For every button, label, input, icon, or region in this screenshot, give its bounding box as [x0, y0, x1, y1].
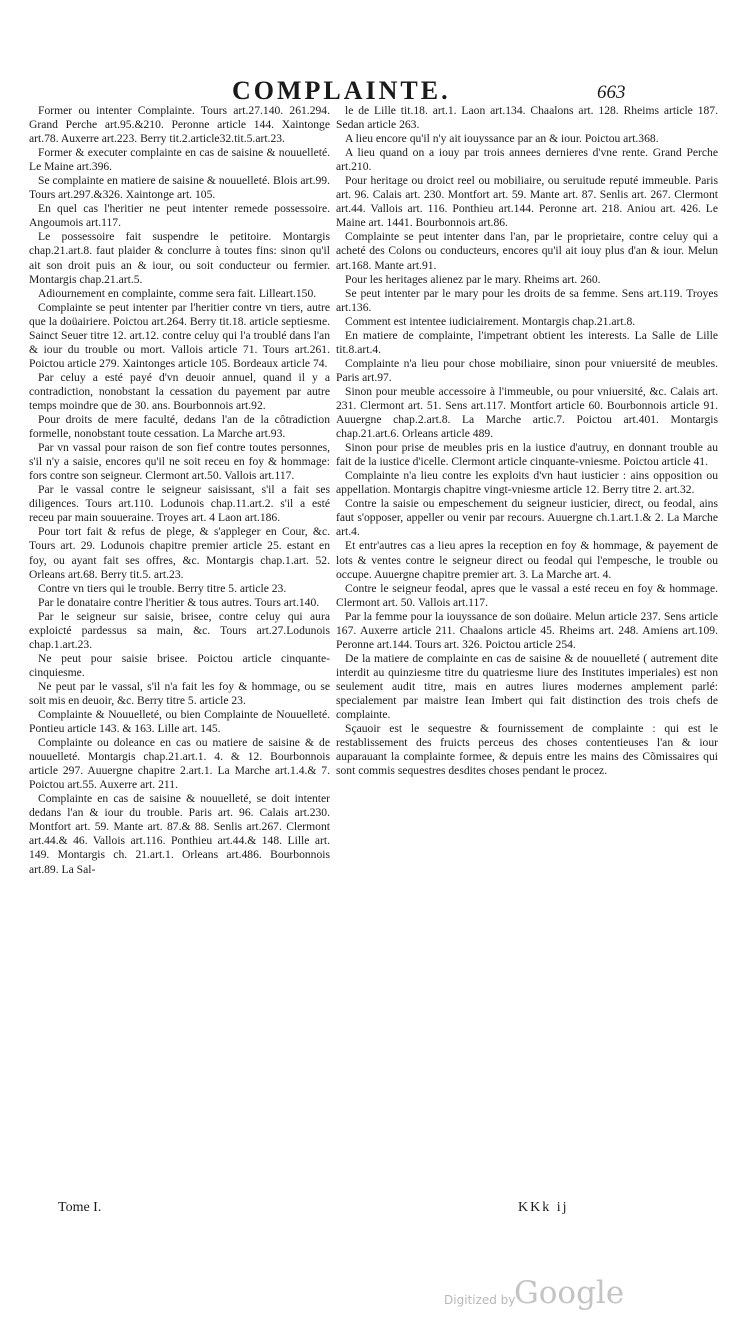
paragraph: Complainte ou doleance en cas ou matiere de saisine & de nouuelleté. Montargis chap.21.art.1. 4. & 12. Bourbonnois article 297. Auuergne chapitre 2.art.1. La Marche art.1.4.& 7. Poictou art.55. Auxerre art. 211. [29, 736, 330, 792]
paragraph: Par le seigneur sur saisie, brisee, contre celuy qui aura exploicté pardessus sa main, &c. Tours art.27.Lodunois chap.1.art.23. [29, 609, 330, 651]
paragraph: Par la femme pour la iouyssance de son doüaire. Melun article 237. Sens article 167. Auxerre article 211. Chaalons article 45. Rheims art. 248. Amiens art.109. Peronne art.144. Tours art. 326. Poictou article 254. [336, 609, 718, 651]
paragraph: Le possessoire fait suspendre le petitoire. Montargis chap.21.art.8. faut plaider & conclurre à toutes fins: sinon qu'il ait son droit puis an & iour, ou soit conducteur ou fermier. Montargis chap.21.art.5. [29, 230, 330, 286]
google-logo: Google [514, 1275, 625, 1311]
signature-mark: KKk ij [518, 1200, 569, 1215]
paragraph: Ne peut par le vassal, s'il n'a fait les foy & hommage, ou se soit mis en deuoir, &c. Berry titre 5. article 23. [29, 679, 330, 707]
paragraph: Complainte se peut intenter par l'heritier contre vn tiers, autre que la doüairiere. Poictou art.264. Berry tit.18. article septiesme. Sainct Seuer titre 12. art.12. contre celuy qui l'a troublé dans l'an & iour du trouble ou mort. Vallois article 71. Tours art.261. Poictou article 279. Xaintonges article 105. Bordeaux article 74. [29, 300, 330, 370]
paragraph: Sinon pour meuble accessoire à l'immeuble, ou pour vniuersité, &c. Calais art. 231. Clermont art. 51. Sens art.117. Montfort article 60. Bourbonnois article 91. Auuergne chap.2.art.8. La Marche artic.7. Poictou art.401. Montargis chap.21.art.6. Orleans article 489. [336, 384, 718, 441]
paragraph: Contre la saisie ou empeschement du seigneur iusticier, direct, ou feodal, ains faut s'opposer, appeller ou venir par recours. Auuergne ch.1.art.1.& 2. La Marche art.4. [336, 497, 718, 539]
paragraph: Pour les heritages alienez par le mary. Rheims art. 260. [345, 272, 601, 286]
paragraph: Contre vn tiers qui le trouble. Berry titre 5. article 23. [38, 581, 287, 595]
paragraph: Pour droits de mere faculté, dedans l'an de la côtradiction formelle, nonobstant toute cessation. La Marche art.93. [29, 413, 330, 441]
paragraph: A lieu quand on a iouy par trois annees dernieres d'vne rente. Grand Perche art.210. [336, 146, 718, 174]
paragraph: Comment est intentee iudiciairement. Montargis chap.21.art.8. [345, 314, 636, 328]
paragraph: le de Lille tit.18. art.1. Laon art.134. Chaalons art. 128. Rheims article 187. Sedan article 263. [336, 104, 718, 132]
paragraph: Former & executer complainte en cas de saisine & nouuelleté. Le Maine art.396. [29, 146, 330, 174]
paragraph: Complainte n'a lieu contre les exploits d'vn haut iusticier : ains opposition ou appellation. Montargis chapitre vingt-vniesme article 12. Berry titre 2. art.32. [336, 469, 718, 497]
paragraph: Sçauoir est le sequestre & fournissement de complainte : qui est le restablissement des fruicts perceus des choses contentieuses l'an & iour auparauant la complainte formee, & depuis entre les mains des Cõmissaires qui sont commis sequestres desdites choses pendant le procez. [336, 722, 718, 778]
running-header [0, 76, 751, 106]
paragraph: Par le donataire contre l'heritier & tous autres. Tours art.140. [38, 595, 320, 609]
paragraph: De la matiere de complainte en cas de saisine & de nouuelleté ( autrement dite interdit au quinziesme titre du quatriesme liure des Institutes imperiales) est non seulement audit titre, mais en autres liures modernes amplement parlé: specialement par maistre Iean Imbert qui fait distinction des trois chefs de complainte. [336, 651, 718, 722]
page-number: 663 [597, 82, 626, 103]
paragraph: Par vn vassal pour raison de son fief contre toutes personnes, s'il n'y a saisie, encores qu'il ne soit receu en foy & hommage: fors contre son seigneur. Clermont art.50. Vallois art.117. [29, 441, 330, 483]
paragraph: Contre le seigneur feodal, apres que le vassal a esté receu en foy & hommage. Clermont art. 50. Vallois art.117. [336, 581, 718, 609]
tome-label: Tome I. [58, 1200, 102, 1215]
paragraph: Former ou intenter Complainte. Tours art.27.140. 261.294. Grand Perche art.95.&210. Peronne article 144. Xaintonge art.78. Auxerre art.223. Berry tit.2.article32.tit.5.art.23. [29, 104, 330, 146]
paragraph: Par celuy a esté payé d'vn deuoir annuel, quand il y a contradiction, nonobstant la cessation du payement par autre temps moindre que de 30. ans. Bourbonnois art.92. [29, 370, 330, 412]
paragraph: Se peut intenter par le mary pour les droits de sa femme. Sens art.119. Troyes art.136. [336, 286, 718, 314]
paragraph: Ne peut pour saisie brisee. Poictou article cinquante-cinquiesme. [29, 651, 330, 679]
page-title: COMPLAINTE. [232, 76, 451, 105]
paragraph: Complainte se peut intenter dans l'an, par le proprietaire, contre celuy qui a acheté des Colons ou conducteurs, encores qu'il ait iouy plus d'an & iour. Melun art.168. Mante art.91. [336, 230, 718, 272]
paragraph: Pour heritage ou droict reel ou mobiliaire, ou seruitude reputé immeuble. Paris art. 96. Calais art. 230. Montfort art. 59. Mante art. 87. Senlis art. 267. Clermont art.44. Vallois art. 116. Ponthieu art.144. Peronne art. 218. Aniou art. 426. Le Maine art. 1441. Bourbonnois art.86. [336, 174, 718, 230]
paragraph: Et entr'autres cas a lieu apres la reception en foy & hommage, & payement de lots & ventes contre le seigneur direct ou feodal qui l'empesche, le trouble ou occupe. Auuergne chapitre premier art. 3. La Marche art. 4. [336, 539, 718, 581]
digitized-by-text: Digitized by [444, 1293, 516, 1307]
paragraph: Se complainte en matiere de saisine & nouuelleté. Blois art.99. Tours art.297.&326. Xaintonge art. 105. [29, 174, 330, 202]
paragraph: Complainte en cas de saisine & nouuelleté, se doit intenter dedans l'an & iour du trouble. Paris art. 96. Calais art.230. Montfort art. 59. Mante art. 87.& 88. Senlis art.267. Clermont art.44.& 46. Vallois art.116. Ponthieu art.44.& 148. Lille art. 149. Montargis ch. 21.art.1. Orleans art.486. Bourbonnois art.89. La Sal- [29, 792, 330, 876]
paragraph: Sinon pour prise de meubles pris en la iustice d'autruy, en donnant trouble au fait de la iustice d'icelle. Clermont article cinquante-vniesme. Poictou article 41. [336, 441, 718, 469]
paragraph: A lieu encore qu'il n'y ait iouyssance par an & iour. Poictou art.368. [345, 132, 659, 146]
paragraph: Complainte n'a lieu pour chose mobiliaire, sinon pour vniuersité de meubles. Paris art.97. [336, 356, 718, 384]
paragraph: Par le vassal contre le seigneur saisissant, s'il a fait ses diligences. Tours art.110. Lodunois chap.11.art.2. s'il a esté receu par main souueraine. Troyes art. 4 Laon art.186. [29, 483, 330, 525]
paragraph: Adiournement en complainte, comme sera fait. Lilleart.150. [38, 286, 317, 300]
paragraph: Complainte & Nouuelleté, ou bien Complainte de Nouuelleté. Pontieu article 143. & 163. Lille art. 145. [29, 708, 330, 736]
paragraph: En quel cas l'heritier ne peut intenter remede possessoire. Angoumois art.117. [29, 202, 330, 230]
right-text-column [336, 104, 718, 778]
paragraph: En matiere de complainte, l'impetrant obtient les interests. La Salle de Lille tit.8.art.4. [336, 328, 718, 356]
left-text-column [29, 104, 330, 877]
paragraph: Pour tort fait & refus de plege, & s'appleger en Cour, &c. Tours art. 29. Lodunois chapitre premier article 25. estant en foy, ou ayant fait ses offres, &c. Montargis chap.1.art. 52. Orleans art.68. Berry tit.5. art.23. [29, 525, 330, 581]
